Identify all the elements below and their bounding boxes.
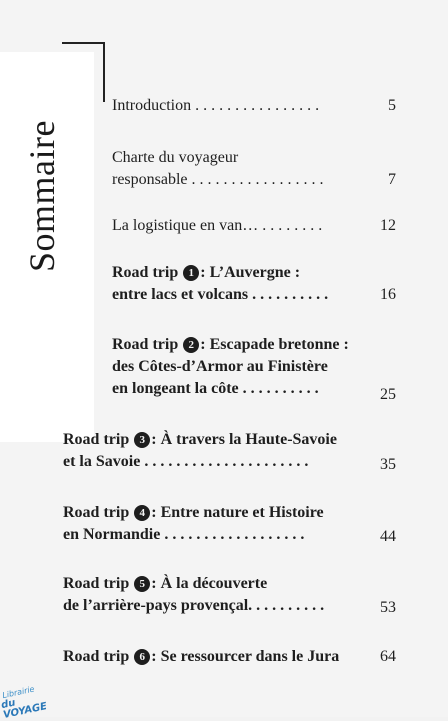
toc-entry-introduction[interactable] <box>112 95 396 117</box>
entry-title-cont: responsable . . . . . . . . . . . . . . . . . <box>112 171 324 188</box>
toc-entry-road-trip-6[interactable] <box>63 646 396 668</box>
entry-title: : À travers la Haute-Savoie <box>151 431 337 448</box>
page-number: 16 <box>380 286 396 303</box>
page-number: 53 <box>380 599 396 616</box>
entry-title: : L’Auvergne : <box>200 264 301 281</box>
entry-title: : Se ressourcer dans le Jura <box>151 648 340 665</box>
entry-title-cont: entre lacs et volcans . . . . . . . . . . <box>112 286 329 303</box>
number-badge: 2 <box>183 337 199 353</box>
entry-title-cont: et la Savoie . . . . . . . . . . . . . . . . . . . . . <box>63 453 309 470</box>
road-trip-prefix: Road trip <box>63 648 134 665</box>
toc-entry-road-trip-3[interactable] <box>63 429 396 473</box>
toc-entry-road-trip-1[interactable] <box>112 262 396 306</box>
entry-title: Introduction . . . . . . . . . . . . . . . . <box>112 97 320 114</box>
road-trip-prefix: Road trip <box>112 264 183 281</box>
entry-title-cont: des Côtes-d’Armor au Finistère <box>112 358 328 375</box>
road-trip-prefix: Road trip <box>63 575 134 592</box>
number-badge: 3 <box>134 432 150 448</box>
toc-entry-charte[interactable] <box>112 147 396 191</box>
entry-title: : Escapade bretonne : <box>200 336 349 353</box>
page-number: 7 <box>388 171 396 188</box>
number-badge: 4 <box>134 505 150 521</box>
page-number: 25 <box>380 386 396 403</box>
page-number: 5 <box>388 97 396 114</box>
toc-entry-road-trip-5[interactable] <box>63 573 396 617</box>
entry-title-cont: en longeant la côte . . . . . . . . . . <box>112 380 319 397</box>
number-badge: 1 <box>183 265 199 281</box>
page-number: 35 <box>380 456 396 473</box>
page-number: 64 <box>380 648 396 665</box>
entry-title: : Entre nature et Histoire <box>151 504 324 521</box>
entry-title: : À la découverte <box>151 575 268 592</box>
road-trip-prefix: Road trip <box>112 336 183 353</box>
number-badge: 6 <box>134 649 150 665</box>
number-badge: 5 <box>134 576 150 592</box>
toc-entry-road-trip-4[interactable] <box>63 502 396 546</box>
road-trip-prefix: Road trip <box>63 504 134 521</box>
toc-entry-logistique[interactable] <box>112 215 396 237</box>
page-number: 44 <box>380 528 396 545</box>
entry-title-cont: en Normandie . . . . . . . . . . . . . . . . . . <box>63 526 305 543</box>
entry-title-cont: de l’arrière-pays provençal. . . . . . . . . . <box>63 597 325 614</box>
road-trip-prefix: Road trip <box>63 431 134 448</box>
bookshop-logo: Librairie du VOYAGE <box>0 684 49 721</box>
entry-title: La logistique en van… . . . . . . . . <box>112 217 323 234</box>
entry-title: Charte du voyageur <box>112 149 239 166</box>
page-title: Sommaire <box>22 120 62 272</box>
toc-entry-road-trip-2[interactable] <box>112 334 396 403</box>
page-number: 12 <box>380 217 396 234</box>
